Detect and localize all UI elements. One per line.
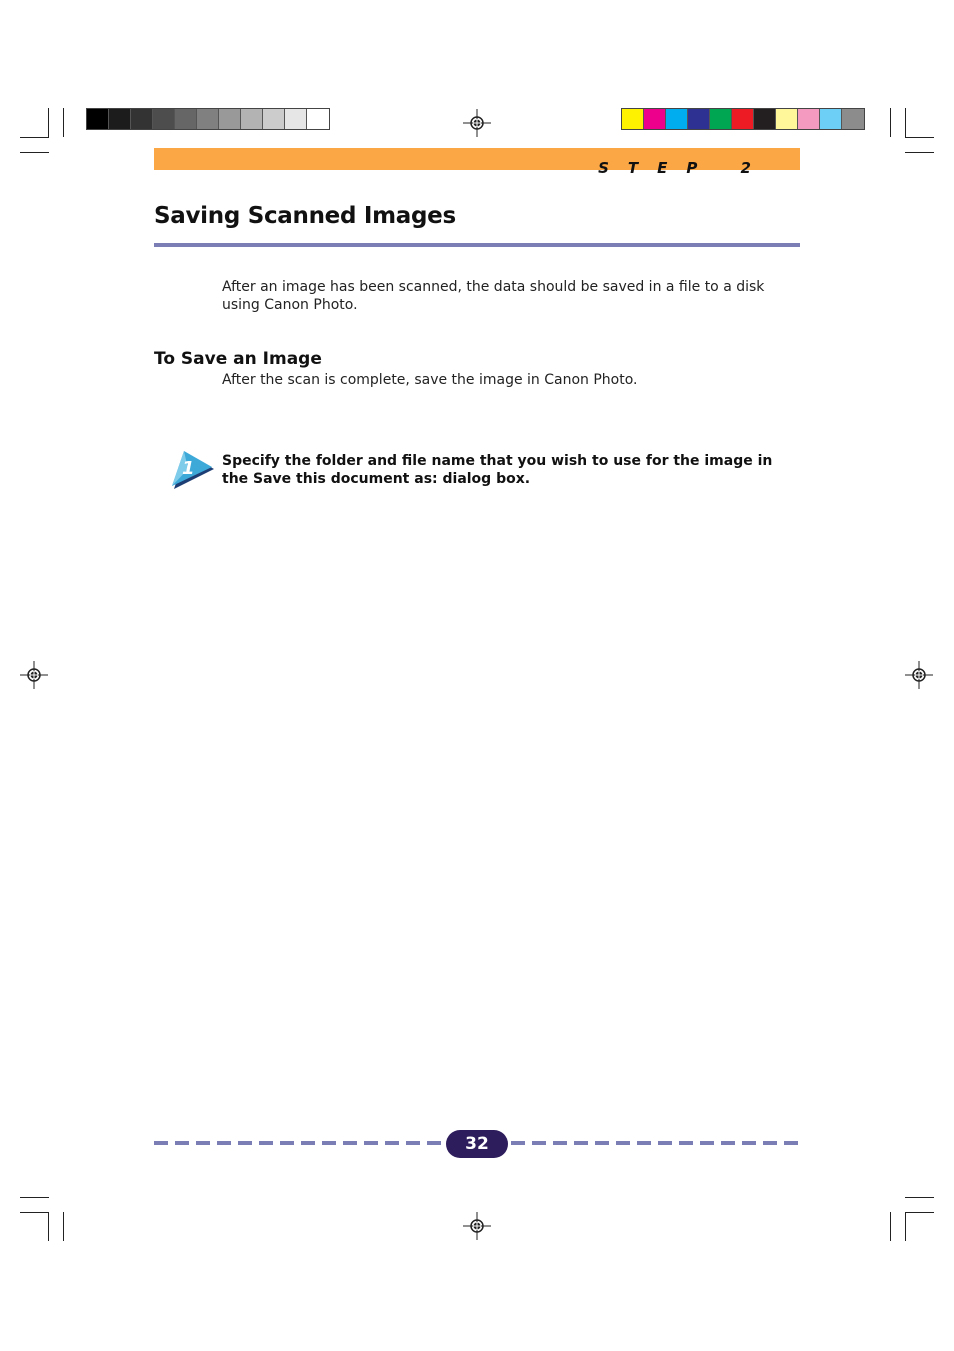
section-text: After the scan is complete, save the image in Canon Photo. [222, 372, 638, 388]
step-instruction: Specify the folder and file name that you wish to use for the image in the Save this document as: dialog box. [222, 453, 773, 487]
crop-mark [63, 1212, 64, 1241]
step-label: STEP 2 [598, 159, 770, 177]
calibration-swatch [263, 109, 285, 129]
calibration-swatch [241, 109, 263, 129]
footer-dashed-rule [154, 1141, 446, 1145]
crop-mark [905, 1212, 934, 1213]
calibration-swatch [710, 109, 732, 129]
crop-mark [905, 137, 934, 138]
registration-mark-icon [463, 1212, 491, 1240]
page-number-badge [446, 1130, 508, 1158]
grayscale-calibration-bar [86, 108, 330, 130]
page-title: Saving Scanned Images [154, 203, 456, 229]
calibration-swatch [175, 109, 197, 129]
crop-mark [48, 1212, 49, 1241]
step-banner [154, 148, 800, 177]
registration-mark-icon [463, 109, 491, 137]
calibration-swatch [666, 109, 688, 129]
calibration-swatch [622, 109, 644, 129]
registration-mark-icon [20, 661, 48, 689]
calibration-swatch [131, 109, 153, 129]
section-heading: To Save an Image [154, 349, 322, 369]
crop-mark [48, 108, 49, 137]
calibration-swatch [197, 109, 219, 129]
crop-mark [63, 108, 64, 137]
footer-dashed-rule [508, 1141, 800, 1145]
calibration-swatch [153, 109, 175, 129]
calibration-swatch [820, 109, 842, 129]
calibration-swatch [842, 109, 864, 129]
calibration-swatch [754, 109, 776, 129]
crop-mark [890, 108, 891, 137]
calibration-swatch [644, 109, 666, 129]
calibration-swatch [219, 109, 241, 129]
step-number-icon [168, 449, 216, 491]
calibration-swatch [285, 109, 307, 129]
crop-mark [905, 1197, 934, 1198]
calibration-swatch [87, 109, 109, 129]
calibration-swatch [109, 109, 131, 129]
crop-mark [905, 108, 906, 137]
calibration-swatch [732, 109, 754, 129]
crop-mark [20, 152, 49, 153]
calibration-swatch [776, 109, 798, 129]
intro-paragraph: After an image has been scanned, the data should be saved in a file to a disk using Canon Photo. [222, 279, 765, 313]
calibration-swatch [307, 109, 329, 129]
color-calibration-bar [621, 108, 865, 130]
crop-mark [905, 152, 934, 153]
crop-mark [890, 1212, 891, 1241]
title-rule [154, 243, 800, 247]
registration-mark-icon [905, 661, 933, 689]
page-number: 32 [465, 1134, 489, 1154]
calibration-swatch [688, 109, 710, 129]
crop-mark [20, 1212, 49, 1213]
calibration-swatch [798, 109, 820, 129]
step-number: 1 [182, 458, 195, 479]
crop-mark [20, 1197, 49, 1198]
crop-mark [905, 1212, 906, 1241]
crop-mark [20, 137, 49, 138]
